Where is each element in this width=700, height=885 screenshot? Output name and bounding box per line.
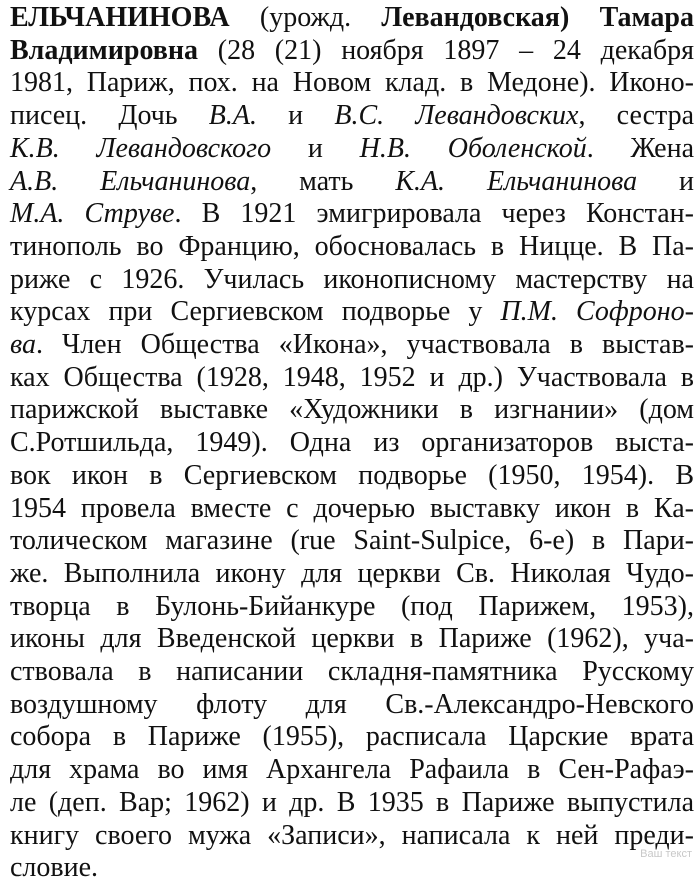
bold-text: Владимировна xyxy=(10,34,199,66)
entry-line xyxy=(10,754,694,787)
body-text: для храма во имя Архангела Рафаила в Сен-Рафаэ- xyxy=(10,754,694,786)
body-text: иконы для Введенской церкви в Париже (1962), уча- xyxy=(10,623,694,655)
entry-line xyxy=(10,35,694,68)
bold-text: Левандовская) Тамара xyxy=(381,2,695,33)
italic-name: К.В. Левандовского xyxy=(10,132,272,164)
dictionary-entry xyxy=(10,2,694,885)
body-text: и xyxy=(637,165,694,197)
body-text: риже с 1926. Училась иконописному мастерству на xyxy=(10,263,694,295)
entry-line xyxy=(10,2,694,35)
entry-line xyxy=(10,362,694,395)
italic-name: К.А. Ельчанинова xyxy=(395,165,638,197)
body-text: курсах при Сергиевском подворье у xyxy=(10,296,501,328)
body-text: С.Ротшильда, 1949). Одна из организаторов выста- xyxy=(10,427,694,459)
entry-line xyxy=(10,264,694,297)
body-text: же. Выполнила икону для церкви Св. Николая Чудо- xyxy=(10,557,694,589)
body-text: вок икон в Сергиевском подворье (1950, 1954). В xyxy=(10,459,694,491)
italic-name: М.А. Струве xyxy=(10,198,175,230)
entry-line xyxy=(10,721,694,754)
entry-line xyxy=(10,820,694,853)
body-text: творца в Булонь-Бийанкуре (под Парижем, 1953), xyxy=(10,590,694,622)
entry-line xyxy=(10,460,694,493)
body-text: и xyxy=(271,132,360,164)
entry-line xyxy=(10,133,694,166)
italic-name: ва xyxy=(10,329,36,361)
entry-line xyxy=(10,166,694,199)
entry-line xyxy=(10,329,694,362)
entry-line xyxy=(10,852,694,885)
entry-line xyxy=(10,623,694,656)
italic-name: П.М. Софроно- xyxy=(500,296,695,328)
bold-text: ЕЛЬЧАНИНОВА xyxy=(10,2,230,33)
body-text: толическом магазине (rue Saint-Sulpice, 6-е) в Пари- xyxy=(10,525,694,557)
body-text: , сестра xyxy=(578,100,695,132)
body-text: писец. Дочь xyxy=(10,100,209,132)
entry-line xyxy=(10,689,694,722)
body-text: тинополь во Францию, обосновалась в Ницце. В Па- xyxy=(10,230,694,262)
italic-name: В.С. Левандовских xyxy=(334,100,579,132)
italic-name: В.А. xyxy=(208,100,257,132)
body-text: 1981, Париж, пох. на Новом клад. в Медоне). Иконо- xyxy=(10,67,694,99)
body-text: и xyxy=(256,100,335,132)
entry-line xyxy=(10,525,694,558)
body-text: парижской выставке «Художники в изгнании» (дом xyxy=(10,394,694,426)
body-text: собора в Париже (1955), расписала Царские врата xyxy=(10,721,694,753)
body-text: (урожд. xyxy=(229,2,382,33)
body-text: ствовала в написании складня-памятника Русскому xyxy=(10,656,694,688)
entry-line xyxy=(10,787,694,820)
entry-line xyxy=(10,198,694,231)
body-text: , мать xyxy=(250,165,396,197)
body-text: . Жена xyxy=(586,132,695,164)
body-text: (28 (21) ноября 1897 – 24 декабря xyxy=(198,34,694,66)
entry-line xyxy=(10,67,694,100)
entry-line xyxy=(10,656,694,689)
entry-line xyxy=(10,296,694,329)
body-text: . В 1921 эмигрировала через Констан- xyxy=(174,198,694,230)
italic-name: Н.В. Оболенской xyxy=(359,132,587,164)
entry-line xyxy=(10,394,694,427)
watermark: Ваш текст xyxy=(640,848,692,860)
entry-line xyxy=(10,493,694,526)
body-text: 1954 провела вместе с дочерью выставку икон в Ка- xyxy=(10,492,694,524)
body-text: ле (деп. Вар; 1962) и др. В 1935 в Париже выпустила xyxy=(10,786,694,818)
italic-name: А.В. Ельчанинова xyxy=(10,165,251,197)
body-text: воздушному флоту для Св.-Александро-Невского xyxy=(10,688,694,720)
entry-line xyxy=(10,591,694,624)
entry-line xyxy=(10,100,694,133)
entry-line xyxy=(10,558,694,591)
body-text: словие. xyxy=(10,852,99,884)
body-text: . Член Общества «Икона», участвовала в выстав- xyxy=(35,329,694,361)
body-text: книгу своего мужа «Записи», написала к ней преди- xyxy=(10,819,694,851)
body-text: ках Общества (1928, 1948, 1952 и др.) Участвовала в xyxy=(10,361,694,393)
entry-line xyxy=(10,427,694,460)
entry-line xyxy=(10,231,694,264)
